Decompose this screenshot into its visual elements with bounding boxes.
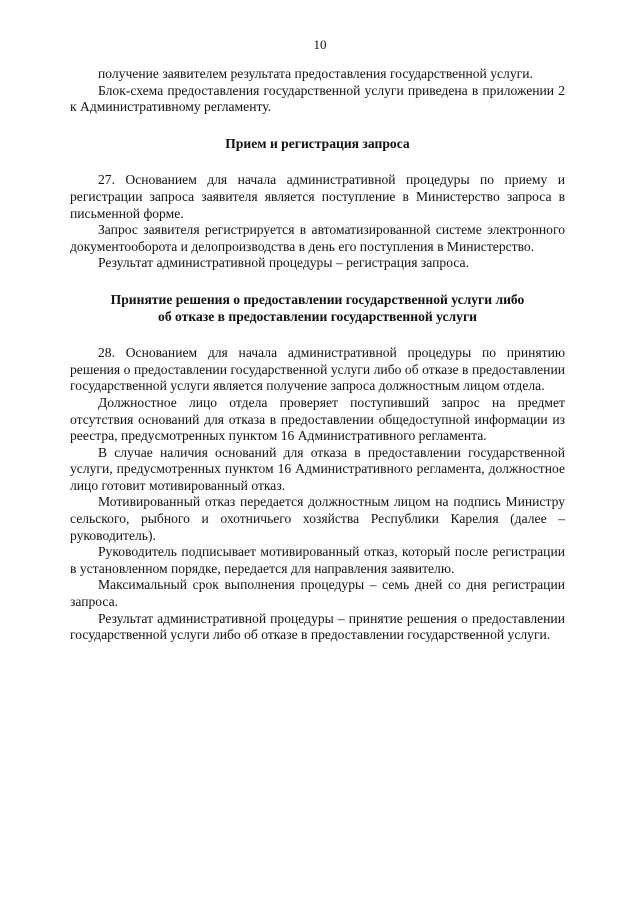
section-heading-decision-line2: об отказе в предоставлении государственной услуги [158,308,477,324]
section-heading-decision [70,292,565,325]
section1-paragraph-3: Результат административной процедуры – регистрация запроса. [98,255,469,271]
page-number: 10 [313,37,327,52]
section2-paragraph-3: В случае наличия оснований для отказа в предоставлении государственной услуги, предусмотренных пунктом 16 Административного регламента, должностное лицо готовит мотивированный отказ. [70,444,565,493]
section2-paragraph-2: Должностное лицо отдела проверяет поступивший запрос на предмет отсутствия оснований для отказа в предоставлении общедоступной информации из реестра, предусмотренных пунктом 16 Административного регламента. [70,394,565,444]
section2-paragraph-1: 28. Основанием для начала административной процедуры по принятию решения о предоставлении государственной услуги либо об отказе в предоставлении государственной услуги является получение запроса должностным лицом отдела. [70,345,565,394]
section-heading-decision-line1: Принятие решения о предоставлении государственной услуги либо [110,291,525,307]
page-content [70,66,565,644]
section1-paragraph-1: 27. Основанием для начала административной процедуры по приему и регистрации запроса заявителя является поступление в Министерство запроса в письменной форме. [70,172,565,221]
intro-paragraph-2: Блок-схема предоставления государственной услуги приведена в приложении 2 к Административному регламенту. [70,82,565,115]
section1-paragraph-2: Запрос заявителя регистрируется в автоматизированной системе электронного документооборота и делопроизводства в день его поступления в Министерство. [70,222,565,254]
section-heading-reception: Прием и регистрация запроса [225,135,410,151]
section2-paragraph-5: Руководитель подписывает мотивированный отказ, который после регистрации в установленном порядке, передается для направления заявителю. [70,544,565,576]
section2-paragraph-6: Максимальный срок выполнения процедуры – семь дней со дня регистрации запроса. [70,577,565,610]
intro-paragraph-1: получение заявителем результата предоставления государственной услуги. [98,66,533,81]
section2-paragraph-4: Мотивированный отказ передается должностным лицом на подпись Министру сельского, рыбного и охотничьего хозяйства Республики Карелия (далее – руководитель). [70,494,565,543]
section2-paragraph-7: Результат административной процедуры – принятие решения о предоставлении государственной услуги либо об отказе в предоставлении государственной услуги. [70,610,565,643]
